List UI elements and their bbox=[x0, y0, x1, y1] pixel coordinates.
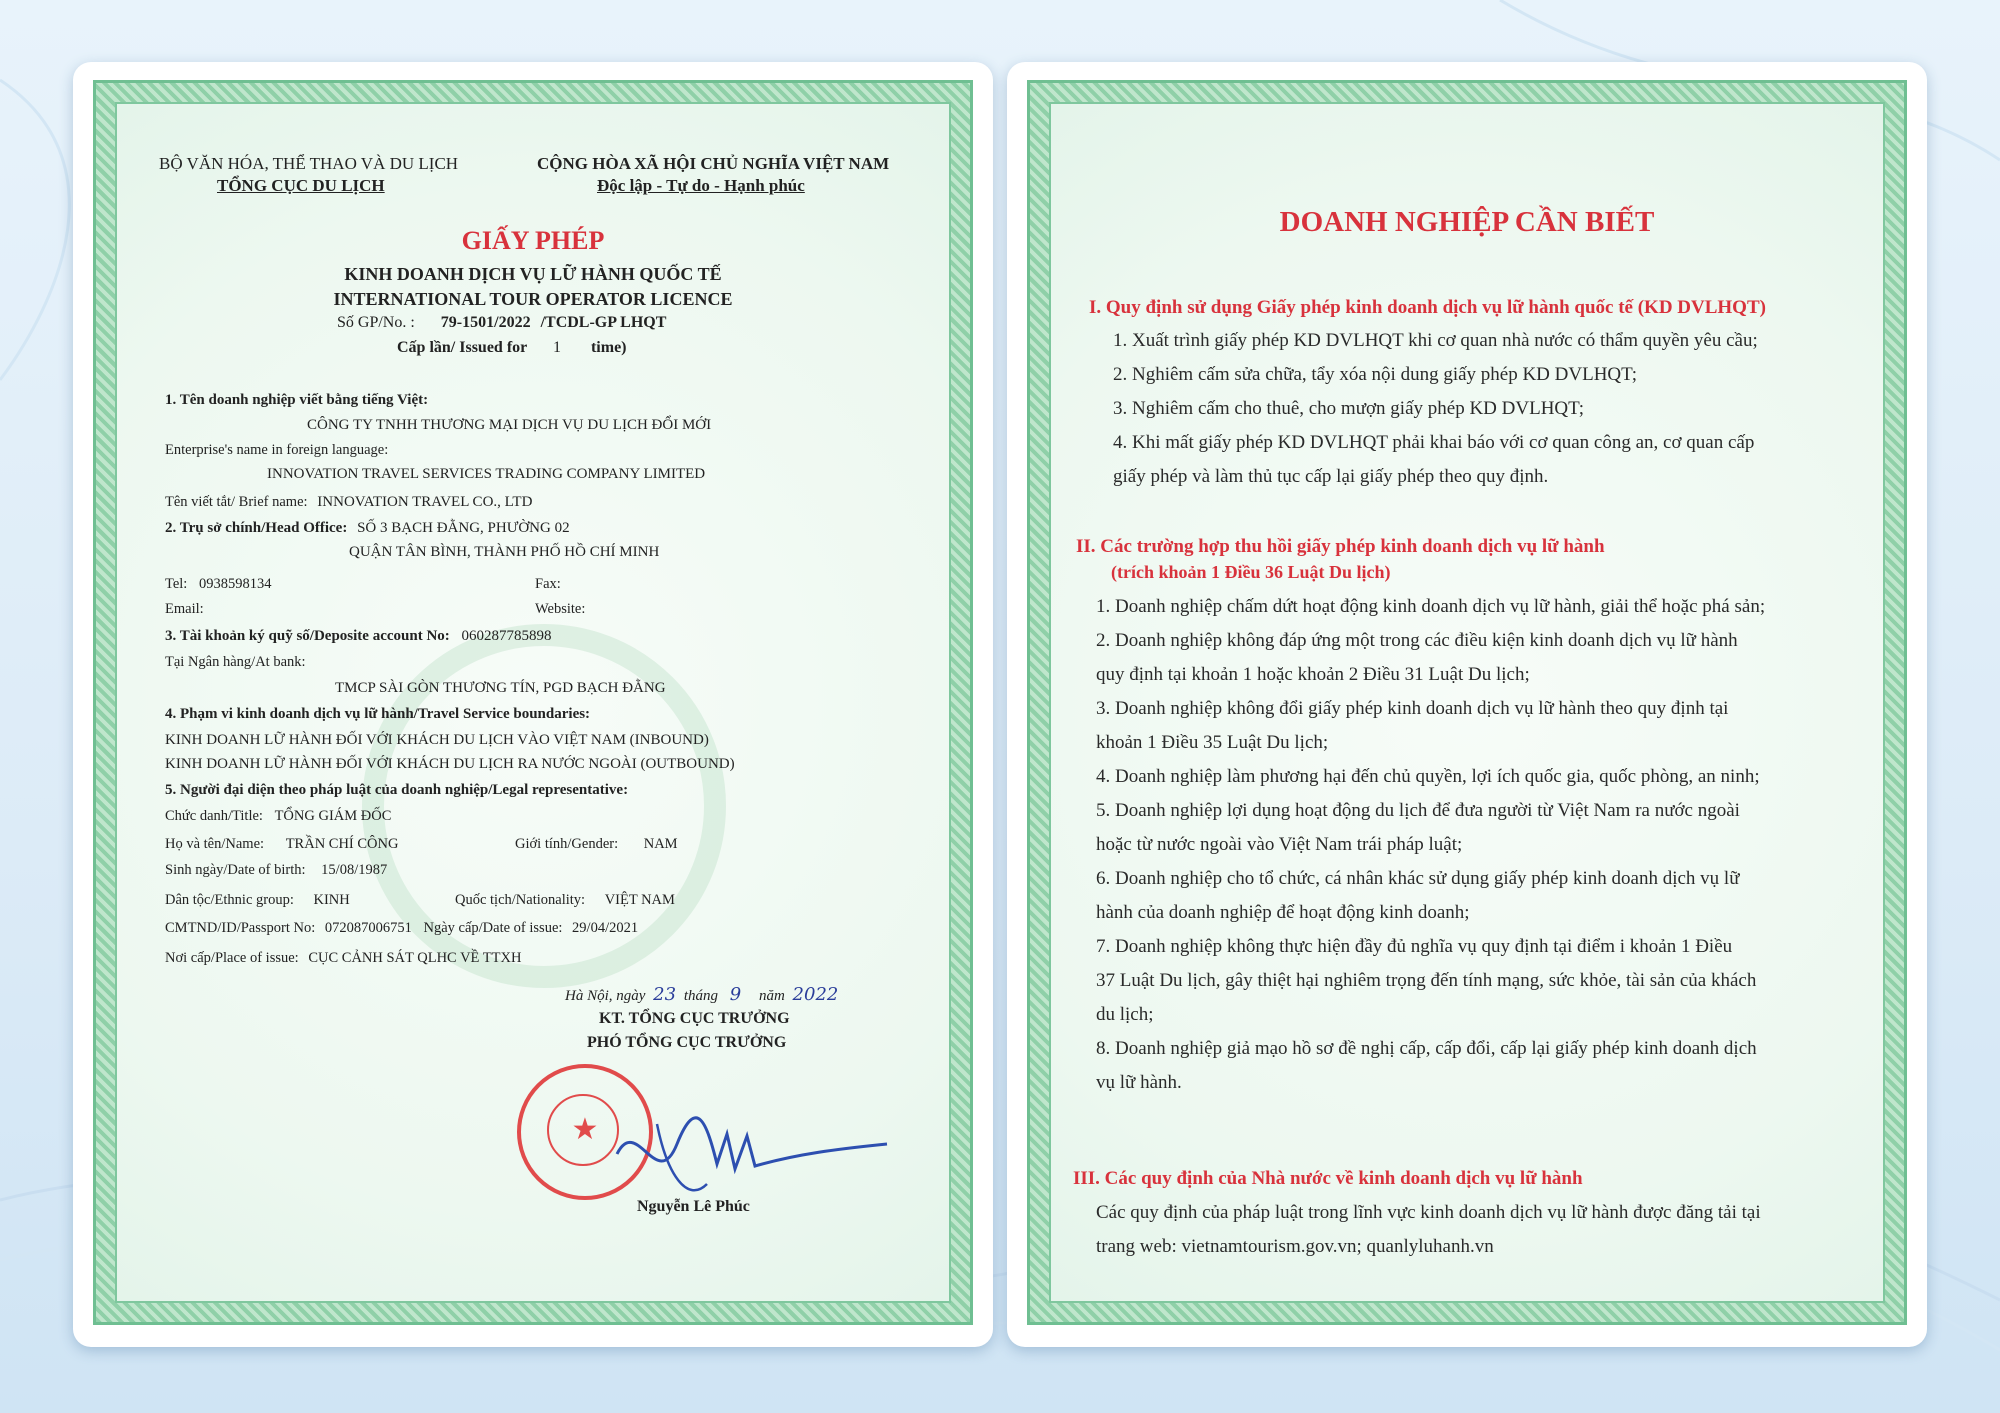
rep-gender-label: Giới tính/Gender: bbox=[515, 836, 619, 852]
head-office-line1: SỐ 3 BẠCH ĐẰNG, PHƯỜNG 02 bbox=[357, 520, 570, 536]
rep-nationality-label: Quốc tịch/Nationality: bbox=[455, 892, 586, 908]
licence-body bbox=[115, 102, 951, 1303]
section2-title: II. Các trường hợp thu hồi giấy phép kinh doanh dịch vụ lữ hành bbox=[1076, 536, 1605, 557]
sec1-item-3: 3. Nghiêm cấm cho thuê, cho mượn giấy phép KD DVLHQT; bbox=[1113, 398, 1584, 419]
rep-dob-row bbox=[165, 862, 387, 879]
sec3-item-2: trang web: vietnamtourism.gov.vn; quanlyluhanh.vn bbox=[1096, 1236, 1494, 1257]
rep-nationality-row bbox=[455, 892, 675, 909]
deposit-row bbox=[165, 628, 552, 645]
bank-label: Tại Ngân hàng/At bank: bbox=[165, 654, 306, 670]
rep-place: CỤC CẢNH SÁT QLHC VỀ TTXH bbox=[308, 950, 522, 966]
notice-title: DOANH NGHIỆP CẦN BIẾT bbox=[1279, 206, 1655, 238]
licence-card bbox=[73, 62, 993, 1347]
brief-row bbox=[165, 494, 532, 511]
foreign-name-label: Enterprise's name in foreign language: bbox=[165, 442, 389, 458]
issued-label: Cấp lần/ Issued for bbox=[397, 339, 527, 356]
sec2-item-6b: hành của doanh nghiệp để hoạt động kinh doanh; bbox=[1096, 902, 1470, 923]
rep-title: TỔNG GIÁM ĐỐC bbox=[274, 808, 392, 824]
rep-dob: 15/08/1987 bbox=[321, 862, 388, 878]
republic-line2: Độc lập - Tự do - Hạnh phúc bbox=[597, 176, 805, 195]
date-prefix: Hà Nội, ngày bbox=[565, 988, 646, 1004]
section4-label: 4. Phạm vi kinh doanh dịch vụ lữ hành/Travel Service boundaries: bbox=[165, 706, 591, 722]
sec2-item-2b: quy định tại khoản 1 hoặc khoản 2 Điều 31 Luật Du lịch; bbox=[1096, 664, 1530, 685]
licence-no-label: Số GP/No. : bbox=[337, 314, 415, 331]
date-year-label: năm bbox=[758, 988, 785, 1004]
sec1-item-4b: giấy phép và làm thủ tục cấp lại giấy phép theo quy định. bbox=[1113, 466, 1549, 487]
rep-name-label: Họ và tên/Name: bbox=[165, 836, 265, 852]
rep-ethnic-label: Dân tộc/Ethnic group: bbox=[165, 892, 294, 908]
date-day: 23 bbox=[653, 984, 677, 1005]
section3-title: III. Các quy định của Nhà nước về kinh doanh dịch vụ lữ hành bbox=[1073, 1168, 1583, 1189]
company-name-vi: CÔNG TY TNHH THƯƠNG MẠI DỊCH VỤ DU LỊCH ĐỔI MỚI bbox=[307, 417, 712, 433]
republic-line1: CỘNG HÒA XÃ HỘI CHỦ NGHĨA VIỆT NAM bbox=[537, 154, 890, 173]
sec1-item-4: 4. Khi mất giấy phép KD DVLHQT phải khai báo với cơ quan công an, cơ quan cấp bbox=[1113, 432, 1755, 453]
ministry-line2: TỔNG CỤC DU LỊCH bbox=[217, 176, 385, 195]
sec2-item-7: 7. Doanh nghiệp không thực hiện đầy đủ nghĩa vụ quy định tại điểm i khoản 1 Điều bbox=[1096, 936, 1733, 957]
date-year: 2022 bbox=[792, 984, 839, 1005]
rep-gender-row bbox=[515, 836, 678, 853]
section1-label: 1. Tên doanh nghiệp viết bằng tiếng Việt: bbox=[165, 392, 429, 408]
tel-value: 0938598134 bbox=[198, 576, 272, 592]
licence-number-row bbox=[337, 314, 666, 332]
scope-inbound: KINH DOANH LỮ HÀNH ĐỐI VỚI KHÁCH DU LỊCH VÀO VIỆT NAM (INBOUND) bbox=[165, 732, 709, 748]
rep-name-row bbox=[165, 836, 398, 853]
signature bbox=[597, 1094, 897, 1214]
rep-dob-label: Sinh ngày/Date of birth: bbox=[165, 862, 306, 878]
rep-issue-date: 29/04/2021 bbox=[572, 920, 639, 936]
rep-id-label: CMTND/ID/Passport No: bbox=[165, 920, 316, 936]
date-month: 9 bbox=[729, 984, 742, 1005]
sec2-item-4: 4. Doanh nghiệp làm phương hại đến chủ quyền, lợi ích quốc gia, quốc phòng, an ninh; bbox=[1096, 766, 1760, 787]
sec2-item-3b: khoản 1 Điều 35 Luật Du lịch; bbox=[1096, 732, 1329, 753]
head-office-row bbox=[165, 520, 570, 537]
scope-outbound: KINH DOANH LỮ HÀNH ĐỐI VỚI KHÁCH DU LỊCH RA NƯỚC NGOÀI (OUTBOUND) bbox=[165, 756, 735, 772]
rep-title-row bbox=[165, 808, 391, 825]
rep-ethnic: KINH bbox=[313, 892, 350, 908]
sec2-item-6: 6. Doanh nghiệp cho tổ chức, cá nhân khác sử dụng giấy phép kinh doanh dịch vụ lữ bbox=[1096, 868, 1740, 889]
date-month-label: tháng bbox=[683, 988, 718, 1004]
notice-card bbox=[1007, 62, 1927, 1347]
tel-row bbox=[165, 576, 271, 593]
sec2-item-8: 8. Doanh nghiệp giả mạo hồ sơ đề nghị cấp, cấp đổi, cấp lại giấy phép kinh doanh dịch bbox=[1096, 1038, 1757, 1059]
section1-title: I. Quy định sử dụng Giấy phép kinh doanh dịch vụ lữ hành quốc tế (KD DVLHQT) bbox=[1089, 297, 1766, 318]
sec2-item-1: 1. Doanh nghiệp chấm dứt hoạt động kinh doanh dịch vụ lữ hành, giải thể hoặc phá sản; bbox=[1096, 596, 1766, 617]
sec2-item-5b: hoặc từ nước ngoài vào Việt Nam trái pháp luật; bbox=[1096, 834, 1463, 855]
rep-issue-date-label: Ngày cấp/Date of issue: bbox=[423, 920, 563, 936]
fax-label: Fax: bbox=[535, 576, 561, 592]
issued-suffix: time) bbox=[590, 339, 627, 356]
subtitle-vi: KINH DOANH DỊCH VỤ LỮ HÀNH QUỐC TẾ bbox=[344, 264, 722, 284]
issued-row bbox=[397, 339, 627, 357]
licence-no-suffix: /TCDL-GP LHQT bbox=[540, 314, 667, 331]
website-label: Website: bbox=[535, 601, 586, 617]
rep-title-label: Chức danh/Title: bbox=[165, 808, 263, 824]
sec2-item-2: 2. Doanh nghiệp không đáp ứng một trong các điều kiện kinh doanh dịch vụ lữ hành bbox=[1096, 630, 1738, 651]
rep-nationality: VIỆT NAM bbox=[604, 892, 675, 908]
bank-name: TMCP SÀI GÒN THƯƠNG TÍN, PGD BẠCH ĐẰNG bbox=[335, 680, 666, 696]
deposit-label: 3. Tài khoản ký quỹ số/Deposite account No: bbox=[165, 628, 450, 644]
issue-place-date bbox=[565, 984, 838, 1005]
sec2-item-7c: du lịch; bbox=[1096, 1004, 1154, 1025]
sec2-item-8b: vụ lữ hành. bbox=[1096, 1072, 1182, 1093]
ministry-line1: BỘ VĂN HÓA, THỂ THAO VÀ DU LỊCH bbox=[159, 154, 459, 173]
company-name-en: INNOVATION TRAVEL SERVICES TRADING COMPANY LIMITED bbox=[267, 466, 706, 482]
rep-ethnic-row bbox=[165, 892, 350, 909]
sign-line2: PHÓ TỔNG CỤC TRƯỞNG bbox=[587, 1034, 787, 1051]
subtitle-en: INTERNATIONAL TOUR OPERATOR LICENCE bbox=[333, 289, 733, 309]
sign-line1: KT. TỔNG CỤC TRƯỞNG bbox=[599, 1010, 790, 1027]
brief-name: INNOVATION TRAVEL CO., LTD bbox=[317, 494, 533, 510]
sec1-item-2: 2. Nghiêm cấm sửa chữa, tẩy xóa nội dung giấy phép KD DVLHQT; bbox=[1113, 364, 1637, 385]
rep-id-row bbox=[165, 920, 638, 937]
licence-no: 79-1501/2022 bbox=[440, 314, 531, 331]
rep-id: 072087006751 bbox=[324, 920, 412, 936]
rep-place-label: Nơi cấp/Place of issue: bbox=[165, 950, 299, 966]
sec2-item-5: 5. Doanh nghiệp lợi dụng hoạt động du lịch để đưa người từ Việt Nam ra nước ngoài bbox=[1096, 800, 1740, 821]
notice-body bbox=[1049, 102, 1885, 1303]
tel-label: Tel: bbox=[165, 576, 188, 592]
sec2-item-3: 3. Doanh nghiệp không đổi giấy phép kinh doanh dịch vụ lữ hành theo quy định tại bbox=[1096, 698, 1729, 719]
rep-place-row bbox=[165, 950, 521, 967]
section2-subtitle: (trích khoản 1 Điều 36 Luật Du lịch) bbox=[1111, 562, 1391, 582]
head-office-line2: QUẬN TÂN BÌNH, THÀNH PHỐ HỒ CHÍ MINH bbox=[349, 544, 660, 560]
seal-star-icon: ★ bbox=[571, 1113, 599, 1146]
issued-count: 1 bbox=[552, 339, 561, 356]
email-label: Email: bbox=[165, 601, 204, 617]
licence-title: GIẤY PHÉP bbox=[461, 226, 605, 255]
sec1-item-1: 1. Xuất trình giấy phép KD DVLHQT khi cơ quan nhà nước có thẩm quyền yêu cầu; bbox=[1113, 330, 1758, 351]
brief-label: Tên viết tắt/ Brief name: bbox=[165, 494, 308, 510]
signer-name: Nguyễn Lê Phúc bbox=[637, 1198, 750, 1215]
rep-name: TRẦN CHÍ CÔNG bbox=[285, 836, 399, 852]
sec3-item-1: Các quy định của pháp luật trong lĩnh vực kinh doanh dịch vụ lữ hành được đăng tải tại bbox=[1096, 1202, 1761, 1223]
deposit-account: 060287785898 bbox=[461, 628, 552, 644]
rep-gender: NAM bbox=[643, 836, 678, 852]
section5-label: 5. Người đại diện theo pháp luật của doanh nghiệp/Legal representative: bbox=[165, 782, 629, 798]
sec2-item-7b: 37 Luật Du lịch, gây thiệt hại nghiêm trọng đến tính mạng, sức khỏe, tài sản của khách bbox=[1096, 970, 1757, 991]
head-office-label: 2. Trụ sở chính/Head Office: bbox=[165, 520, 348, 536]
